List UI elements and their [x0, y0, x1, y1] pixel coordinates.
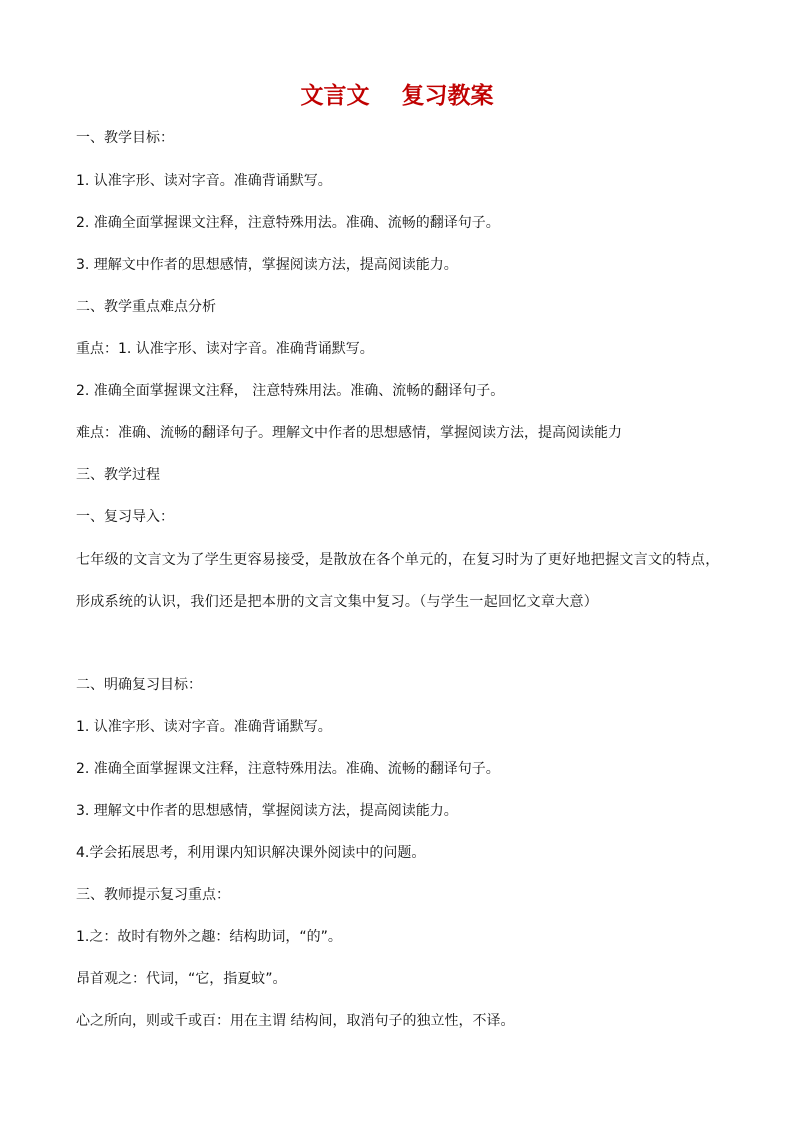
tip-item-1: 1.之：故时有物外之趣：结构助词，“的”。	[76, 929, 342, 945]
tip-item-2: 昂首观之：代词，“它，指夏蚊”。	[76, 971, 287, 987]
heading-teaching-goals: 一、教学目标：	[76, 130, 174, 146]
heading-teaching-process: 三、教学过程	[76, 467, 160, 483]
heading-review-goals: 二、明确复习目标：	[76, 677, 202, 693]
review-goal-4: 4.学会拓展思考，利用课内知识解决课外阅读中的问题。	[76, 845, 426, 861]
tip-item-3: 心之所向，则或千或百：用在主谓 结构间，取消句子的独立性，不译。	[76, 1013, 515, 1029]
review-goal-3: 3. 理解文中作者的思想感情，掌握阅读方法，提高阅读能力。	[76, 803, 458, 819]
document-title: 文言文 复习教案	[300, 82, 494, 109]
review-intro-text: 七年级的文言文为了学生更容易接受，是散放在各个单元的，在复习时为了更好地把握文言文的特点，形成系统的认识，我们还是把本册的文言文集中复习。（与学生一起回忆文章大意）	[76, 552, 720, 610]
key-point-1: 重点：1. 认准字形、读对字音。准确背诵默写。	[76, 341, 374, 357]
goal-item-2: 2. 准确全面掌握课文注释，注意特殊用法。准确、流畅的翻译句子。	[76, 215, 500, 231]
difficult-point: 难点：准确、流畅的翻译句子。理解文中作者的思想感情，掌握阅读方法，提高阅读能力	[76, 425, 622, 441]
key-point-2: 2. 准确全面掌握课文注释， 注意特殊用法。准确、流畅的翻译句子。	[76, 383, 505, 399]
heading-key-points: 二、教学重点难点分析	[76, 299, 216, 315]
goal-item-1: 1. 认准字形、读对字音。准确背诵默写。	[76, 173, 332, 189]
review-goal-1: 1. 认准字形、读对字音。准确背诵默写。	[76, 719, 332, 735]
heading-review-intro: 一、复习导入：	[76, 509, 174, 525]
review-goal-2: 2. 准确全面掌握课文注释，注意特殊用法。准确、流畅的翻译句子。	[76, 761, 500, 777]
heading-teacher-tips: 三、教师提示复习重点：	[76, 887, 230, 903]
review-intro-paragraph	[76, 539, 728, 623]
goal-item-3: 3. 理解文中作者的思想感情，掌握阅读方法，提高阅读能力。	[76, 257, 458, 273]
